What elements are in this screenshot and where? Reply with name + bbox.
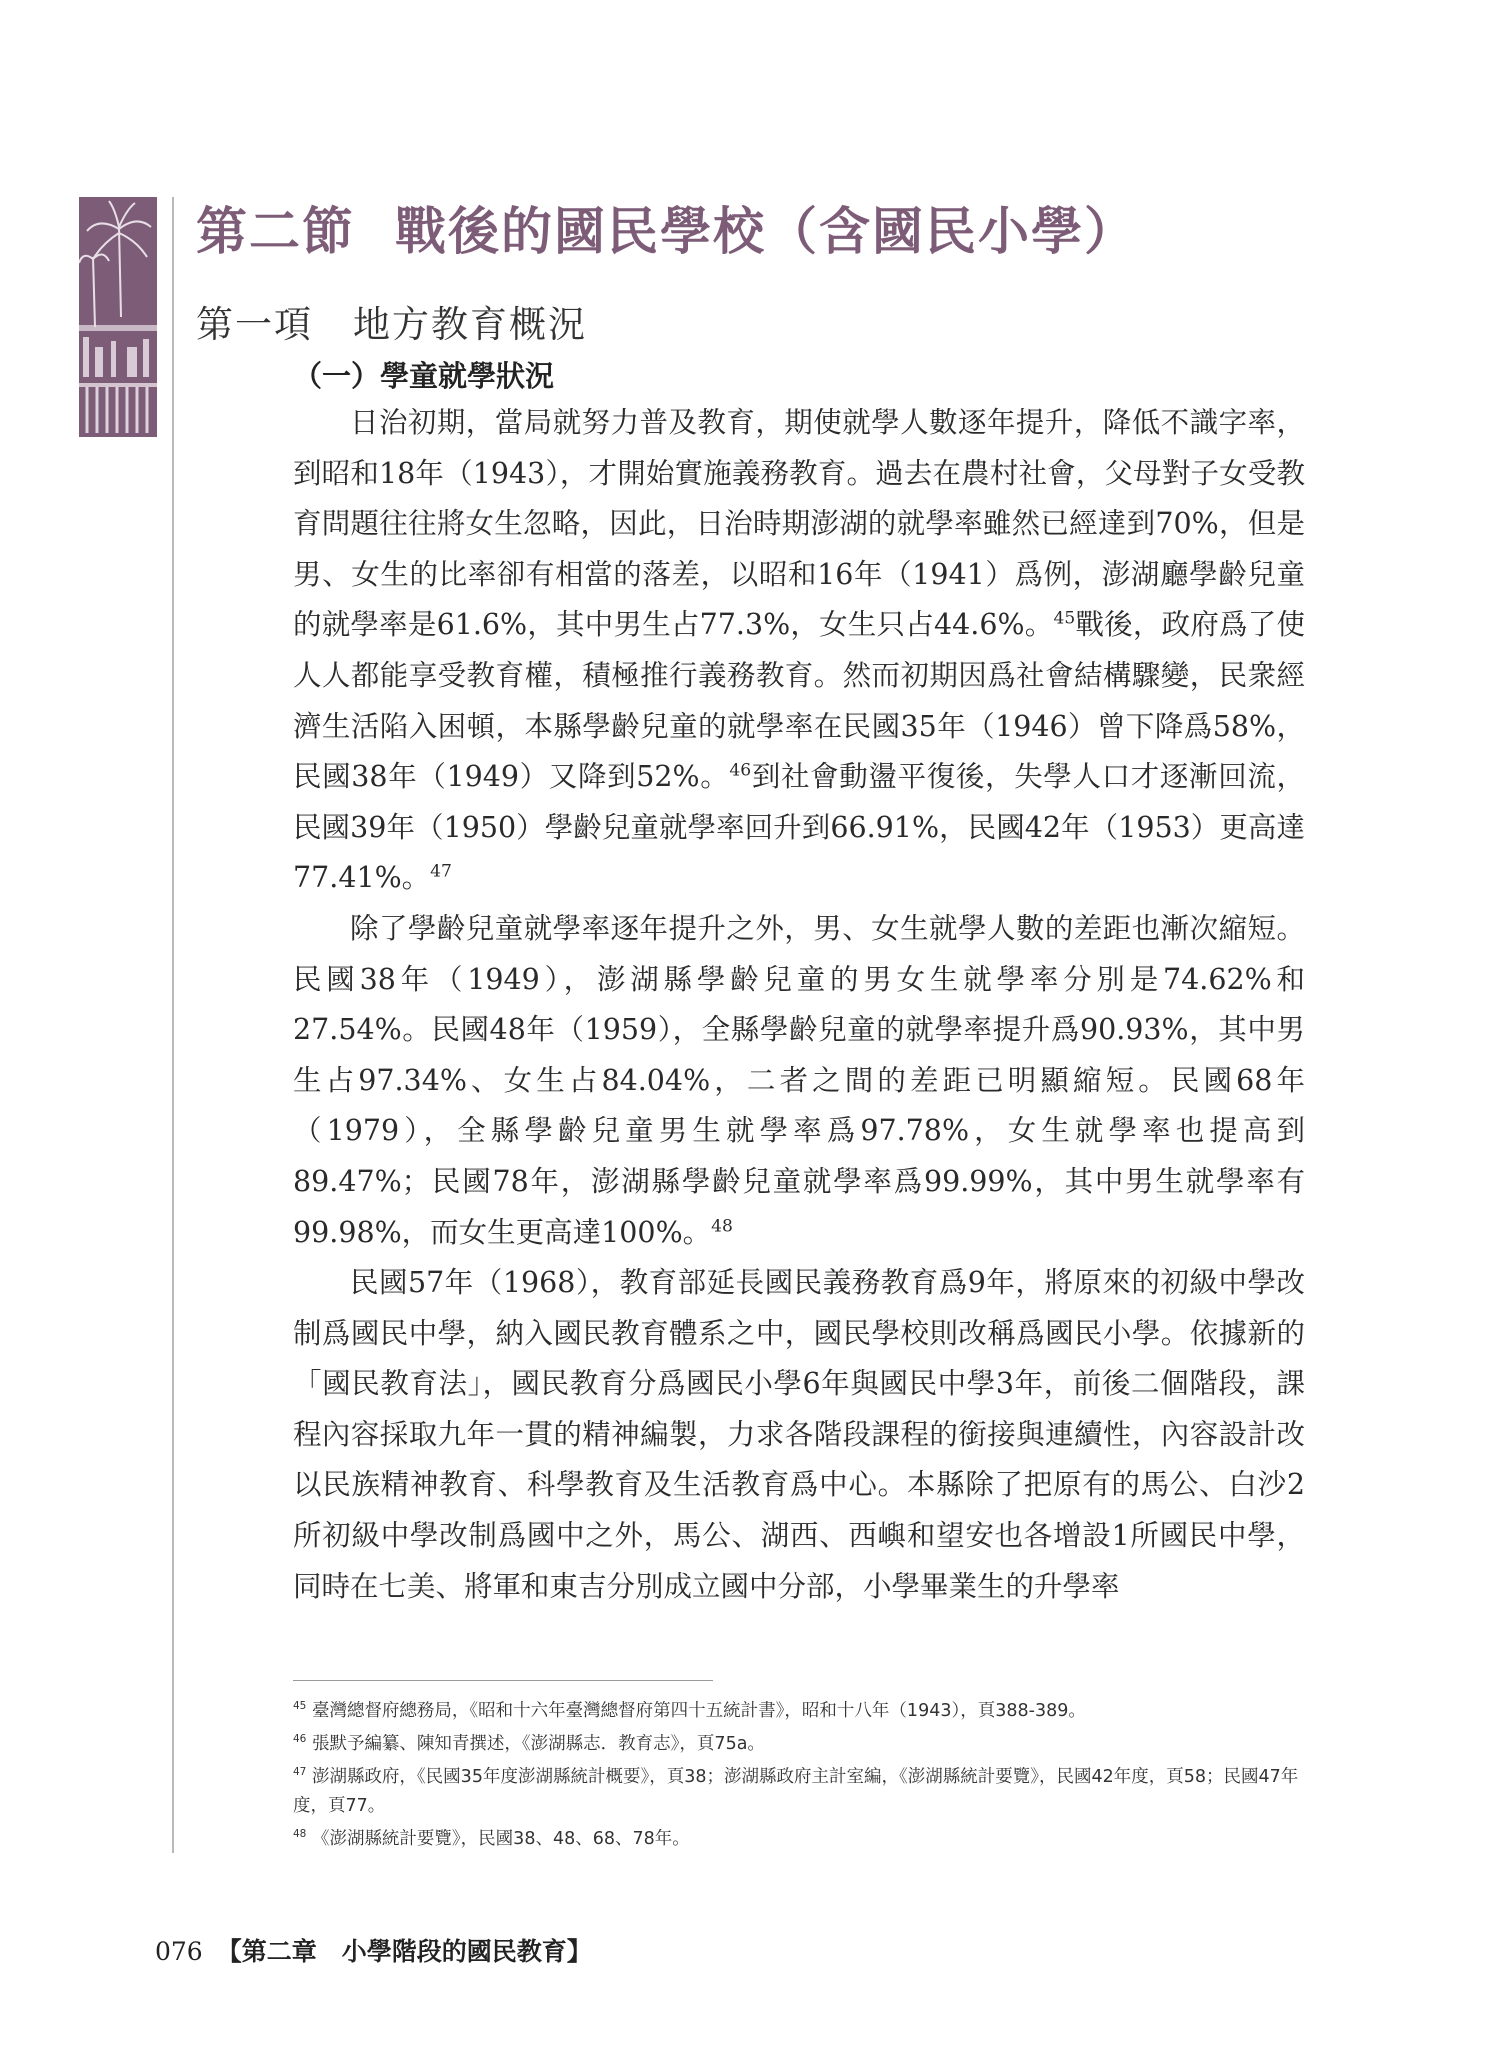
body-text bbox=[293, 398, 1305, 1612]
footnote-text: 澎湖縣政府，《民國35年度澎湖縣統計概要》，頁38；澎湖縣政府主計室編，《澎湖縣統計要覽》，民國42年度，頁58；民國47年度，頁77。 bbox=[293, 1767, 1299, 1816]
palm-tree-photo-icon bbox=[79, 197, 157, 437]
body-paragraph bbox=[293, 398, 1305, 904]
paragraph-text: 除了學齡兒童就學率逐年提升之外，男、女生就學人數的差距也漸次縮短。民國38年（1949），澎湖縣學齡兒童的男女生就學率分別是74.62%和27.54%。民國48年（1959），全縣學齡兒童的就學率提升爲90.93%，其中男生占97.34%、女生占84.04%，二者之間的差距已明顯縮短。民國68年（1979），全縣學齡兒童男生就學率爲97.78%，女生就學率也提高到89.47%；民國78年，澎湖縣學齡兒童就學率爲99.99%，其中男生就學率有99.98%，而女生更高達100%。 bbox=[293, 911, 1305, 1249]
body-paragraph bbox=[293, 1258, 1305, 1612]
item-title-text: 地方教育概況 bbox=[353, 303, 587, 346]
footnote-number: 47 bbox=[293, 1766, 307, 1779]
footnote-ref[interactable]: 45 bbox=[1053, 608, 1076, 629]
footnote-number: 45 bbox=[293, 1700, 307, 1713]
footnote-text: 臺灣總督府總務局，《昭和十六年臺灣總督府第四十五統計書》，昭和十八年（1943），頁388-389。 bbox=[306, 1701, 1086, 1721]
paragraph-text: 日治初期，當局就努力普及教育，期使就學人數逐年提升，降低不識字率，到昭和18年（1943），才開始實施義務教育。過去在農村社會，父母對子女受教育問題往往將女生忽略，因此，日治時期澎湖的就學率雖然已經達到70%，但是男、女生的比率卻有相當的落差，以昭和16年（1941）爲例，澎湖廳學齡兒童的就學率是61.6%，其中男生占77.3%，女生只占44.6%。 bbox=[293, 406, 1305, 642]
section-title bbox=[196, 190, 1137, 264]
page-footer bbox=[155, 1932, 592, 1968]
footnote-item bbox=[293, 1825, 1305, 1854]
footnotes bbox=[293, 1697, 1305, 1858]
footnote-item bbox=[293, 1730, 1305, 1759]
item-title bbox=[196, 294, 587, 348]
section-title-text: 戰後的國民學校（含國民小學） bbox=[395, 202, 1138, 262]
footnote-number: 46 bbox=[293, 1733, 307, 1746]
section-number: 第二節 bbox=[196, 202, 356, 262]
footnote-ref[interactable]: 48 bbox=[711, 1216, 733, 1236]
page-number: 076 bbox=[155, 1937, 203, 1966]
body-paragraph bbox=[293, 904, 1305, 1258]
footnote-rule bbox=[293, 1680, 713, 1681]
footnote-text: 《澎湖縣統計要覽》，民國38、48、68、78年。 bbox=[306, 1829, 690, 1849]
footnote-item bbox=[293, 1697, 1305, 1726]
footnote-ref[interactable]: 47 bbox=[430, 861, 452, 882]
running-chapter-title: 【第二章 小學階段的國民教育】 bbox=[216, 1937, 592, 1966]
item-number: 第一項 bbox=[196, 303, 313, 346]
footnote-ref[interactable]: 46 bbox=[729, 760, 752, 781]
footnote-number: 48 bbox=[293, 1828, 307, 1841]
margin-rule bbox=[172, 197, 174, 1853]
footnote-item bbox=[293, 1763, 1305, 1821]
sub-heading: （一）學童就學狀況 bbox=[293, 359, 555, 393]
paragraph-text: 民國57年（1968），教育部延長國民義務教育爲9年，將原來的初級中學改制爲國民中學，納入國民教育體系之中，國民學校則改稱爲國民小學。依據新的「國民教育法」，國民教育分爲國民小學6年與國民中學3年，前後二個階段，課程內容採取九年一貫的精神編製，力求各階段課程的銜接與連續性，內容設計改以民族精神教育、科學教育及生活教育爲中心。本縣除了把原有的馬公、白沙2所初級中學改制爲國中之外，馬公、湖西、西嶼和望安也各增設1所國民中學，同時在七美、將軍和東吉分別成立國中分部，小學畢業生的升學率 bbox=[293, 1266, 1305, 1603]
paragraph-text: 戰後，政府爲了使人人都能享受教育權，積極推行義務教育。然而初期因爲社會結構驟變，民衆經濟生活陷入困頓，本縣學齡兒童的就學率在民國35年（1946）曾下降爲58%，民國38年（1949）又降到52%。 bbox=[293, 608, 1305, 794]
footnote-text: 張默予編纂、陳知青撰述，《澎湖縣志．教育志》，頁75a。 bbox=[306, 1734, 765, 1754]
decorative-photo-block bbox=[79, 197, 157, 437]
paragraph-text: 到社會動盪平復後，失學人口才逐漸回流，民國39年（1950）學齡兒童就學率回升到66.91%，民國42年（1953）更高達77.41%。 bbox=[293, 760, 1305, 895]
